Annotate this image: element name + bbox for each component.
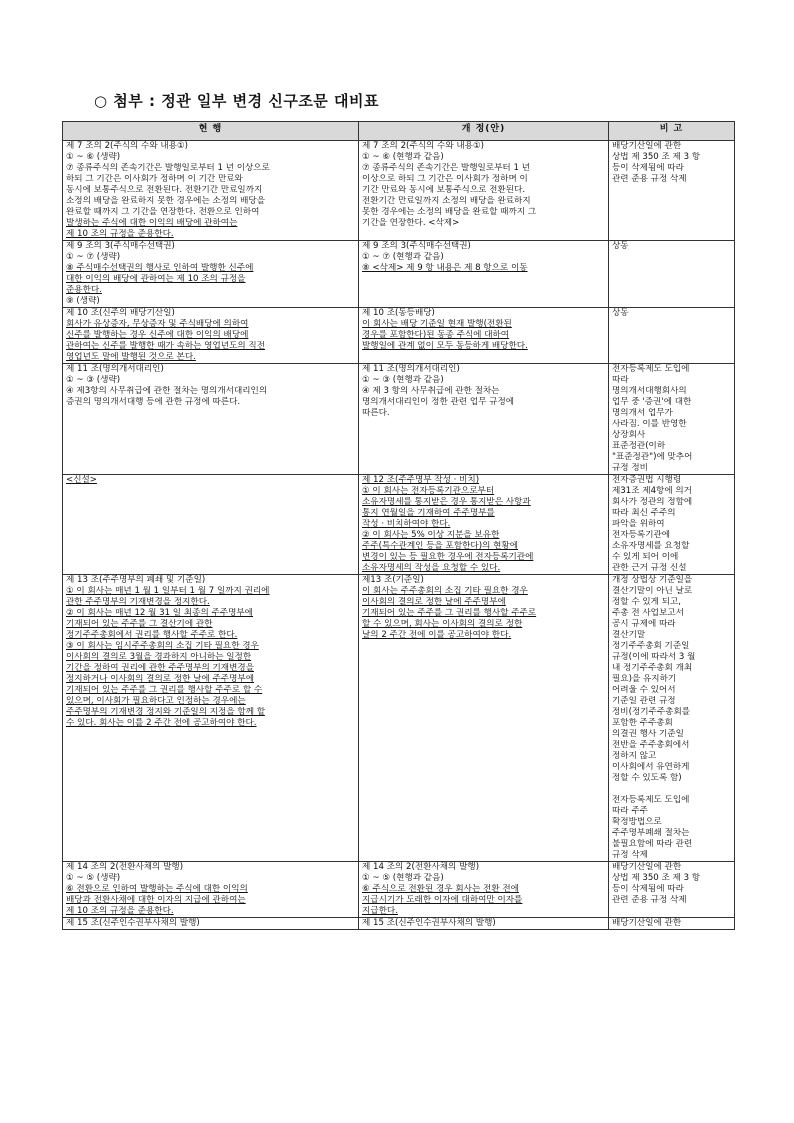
note-cell-line: 관련 준용 규정 삭제	[612, 895, 687, 905]
current-cell-line: 주주명부의 기재변경 정지와 기준일의 지정을 함께 할	[66, 707, 266, 717]
note-cell-line: 개정 상법상 기준일을	[612, 575, 693, 585]
proposed-cell-line: 통지 연월일을 기재하여 주주명부를	[362, 508, 495, 518]
note-cell-line: 이사회에서 유연하게	[612, 762, 690, 772]
note-cell-line: 업무 중 '증권'에 대한	[612, 397, 692, 407]
note-cell-line: 불필요함에 따라 관련	[612, 839, 693, 849]
table-row	[63, 308, 735, 364]
note-cell-line: 사라짐. 이를 반영한	[612, 419, 687, 429]
note-cell	[609, 141, 735, 241]
current-cell	[63, 241, 359, 308]
proposed-cell	[359, 364, 609, 475]
proposed-cell-line: 못한 경우에는 소정의 배당을 완료할 때까지 그	[362, 207, 537, 217]
current-cell-line: 제 13 조(주주명부의 폐쇄 및 기준일)	[66, 575, 206, 585]
proposed-cell-line: 명의개서대리인이 정한 관련 업무 규정에	[362, 397, 515, 407]
current-cell-line: ① ~ ③ (생략)	[66, 375, 121, 385]
note-cell-line: 상법 제 350 조 제 3 항	[612, 873, 701, 883]
current-cell-line: 제 14 조의 2(전환사채의 발행)	[66, 862, 184, 872]
note-cell-line: 수 있게 되어 이에	[612, 552, 679, 562]
proposed-cell-line: 이 회사는 배당 기준일 현재 발행(전환된	[362, 319, 512, 329]
note-cell-line: 내 정기주주총회 개최	[612, 663, 693, 673]
current-cell	[63, 308, 359, 364]
note-cell-line: 전자등록제도 도입에	[612, 364, 690, 374]
current-cell-line: 동시에 보통주식으로 전환된다. 전환기간 만료일까지	[66, 185, 263, 195]
table-row	[63, 475, 735, 575]
current-cell-line: 수 있다. 회사는 이를 2 주간 전에 공고하여야 한다.	[66, 718, 257, 728]
note-cell-line: 결산기말이 아닌 날로	[612, 586, 693, 596]
proposed-cell-line: 주주(특수관계인 등을 포함한다)의 현황에	[362, 541, 519, 551]
header-note: 비 고	[609, 122, 735, 141]
current-cell-line: 발생하는 주식에 대한 이익의 배당에 관하여는	[66, 218, 238, 228]
current-cell-line: ① 이 회사는 매년 1 월 1 일부터 1 월 7 일까지 권리에	[66, 586, 270, 596]
current-cell-line: 관하여는 신주를 발행한 때가 속하는 영업년도의 직전	[66, 341, 266, 351]
current-cell-line: 제 9 조의 3(주식매수선택권)	[66, 241, 175, 251]
proposed-cell-line: 기간을 연장한다. <삭제>	[362, 218, 460, 228]
table-row	[63, 241, 735, 308]
note-cell-line: 규정(이에 따라서 3 월	[612, 652, 696, 662]
proposed-cell-line: 따른다.	[362, 408, 390, 418]
note-cell-line: 명의개서대행회사의	[612, 386, 687, 396]
table-row	[63, 141, 735, 241]
proposed-cell-line: 기재되어 있는 주주를 그 권리를 행사할 주주로	[362, 608, 537, 618]
note-cell-line: 공시 규제에 따라	[612, 619, 676, 629]
proposed-cell-line: 제 14 조의 2(전환사채의 발행)	[362, 862, 480, 872]
proposed-cell-line: 소유자명세를 통지받은 경우 통지받은 사항과	[362, 497, 531, 507]
proposed-cell-line: ⑧ <삭제> 제 9 항 내용은 제 8 항으로 이동	[362, 263, 528, 273]
current-cell-line: ⑨ (생략)	[66, 296, 100, 306]
current-cell-line: 신주를 발행하는 경우 신주에 대한 이익의 배당에	[66, 330, 249, 340]
current-cell-line: 이사회의 결의로 3월을 경과하지 아니하는 일정한	[66, 652, 252, 662]
current-cell	[63, 475, 359, 575]
current-cell-line: 정지하거나 이사회의 결의로 정한 날에 주주명부에	[66, 674, 254, 684]
proposed-cell-line: ① ~ ③ (현행과 같음)	[362, 375, 444, 385]
note-cell-line: 따라 최신 주주의	[612, 508, 676, 518]
proposed-cell-line: 제 9 조의 3(주식매수선택권)	[362, 241, 471, 251]
current-cell-line: 기재되어 있는 주주를 그 결산기에 관한	[66, 619, 213, 629]
proposed-cell-line: 경우를 포함한다)된 동종 주식에 대하여	[362, 330, 510, 340]
current-cell	[63, 575, 359, 862]
note-cell-line: 관한 근거 규정 신설	[612, 563, 687, 573]
current-cell-line: ② 이 회사는 매년 12 월 31 일 최종의 주주명부에	[66, 608, 253, 618]
note-cell-line	[612, 784, 732, 795]
current-cell-line: 제 10 조(신주의 배당기산일)	[66, 308, 175, 318]
proposed-cell-line: ① ~ ⑤ (현행과 같음)	[362, 873, 444, 883]
note-cell-line: 관련 준용 규정 삭제	[612, 174, 687, 184]
proposed-cell-line: 제 7 조의 2(주식의 수와 내용①)	[362, 141, 485, 151]
note-cell-line: 회사가 정관의 정함에	[612, 497, 693, 507]
current-cell-line: 제 15 조(신주인수권부사채의 발행)	[66, 918, 200, 928]
note-cell-line: 파악을 위하여	[612, 519, 665, 529]
proposed-cell-line: ① 이 회사는 전자등록기관으로부터	[362, 486, 495, 496]
proposed-cell-line: 지급한다.	[362, 906, 398, 916]
current-cell-line: 증권의 명의개서대행 등에 관한 규정에 따른다.	[66, 397, 241, 407]
current-cell-line: ⑧ 주식매수선택권의 행사로 인하여 발행한 신주에	[66, 263, 254, 273]
proposed-cell-line: ② 이 회사는 5% 이상 지분을 보유한	[362, 530, 500, 540]
current-cell-line: 제 11 조(명의개서대리인)	[66, 364, 164, 374]
proposed-cell-line: 할 수 있으며, 회사는 이사회의 결의로 정한	[362, 619, 523, 629]
note-cell-line: 등이 삭제됨에 따라	[612, 163, 684, 173]
current-cell-line: 있으며, 이사회가 필요하다고 인정하는 경우에는	[66, 696, 246, 706]
note-cell-line: 전자등록기관에	[612, 530, 671, 540]
note-cell-line: 필요)을 유지하기	[612, 674, 677, 684]
note-cell-line: 포함한 주주총회	[612, 718, 673, 728]
header-proposed: 개 정(안)	[359, 122, 609, 141]
proposed-cell-line: 지급시기가 도래한 이자에 대하여만 이자를	[362, 895, 523, 905]
current-cell-line: ③ 이 회사는 임시주주총회의 소집 기타 필요한 경우	[66, 641, 259, 651]
proposed-cell-line: ④ 제 3 항의 사무취급에 관한 절차는	[362, 386, 500, 396]
note-cell-line: 상동	[612, 241, 629, 251]
table-row	[63, 575, 735, 862]
proposed-cell-line: 이 회사는 주주총회의 소집 기타 필요한 경우	[362, 586, 528, 596]
note-cell-line: 제31조 제4항에 의거	[612, 486, 692, 496]
note-cell-line: 배당기산일에 관한	[612, 862, 682, 872]
note-cell-line: 주총 전 사업보고서	[612, 608, 684, 618]
proposed-cell-line: 이상으로 하되 그 기간은 이사회가 정하며 이	[362, 174, 528, 184]
table-row	[63, 862, 735, 918]
proposed-cell-line: ⑦ 종류주식의 존속기간은 발행일로부터 1 년	[362, 163, 530, 173]
note-cell-line: 전반을 주주총회에서	[612, 740, 690, 750]
note-cell-line: 따라 주주	[612, 806, 648, 816]
current-cell-line: ④ 제3항의 사무취급에 관한 절차는 명의개서대리인의	[66, 386, 268, 396]
note-cell-line: 상장회사	[612, 430, 646, 440]
table-header-row	[63, 122, 735, 141]
proposed-cell-line: 기간 만료와 동시에 보통주식으로 전환된다.	[362, 185, 526, 195]
proposed-cell-line: ⑥ 주식으로 전환된 경우 회사는 전환 전에	[362, 884, 519, 894]
proposed-cell-line: 제 11 조(명의개서대리인)	[362, 364, 460, 374]
proposed-cell-line: 작성 · 비치하여야 한다.	[362, 519, 451, 529]
proposed-cell-line: 전환기간 만료일까지 소정의 배당을 완료하지	[362, 196, 531, 206]
proposed-cell-line: 제 10 조(동등배당)	[362, 308, 435, 318]
current-cell-line: 제 7 조의 2(주식의 수와 내용①)	[66, 141, 189, 151]
proposed-cell	[359, 862, 609, 918]
proposed-cell-line: 변경이 있는 등 필요한 경우에 전자등록기관에	[362, 552, 534, 562]
note-cell-line: 상동	[612, 308, 629, 318]
proposed-cell-line: 발행일에 관계 없이 모두 동등하게 배당한다.	[362, 341, 528, 351]
proposed-cell-line: 제 12 조(주주명부 작성 · 비치)	[362, 475, 480, 485]
note-cell-line: "표준정관")에 맞추어	[612, 452, 693, 462]
current-cell-line: 영업년도 말에 발행된 것으로 본다.	[66, 352, 196, 362]
proposed-cell	[359, 475, 609, 575]
proposed-cell-line: 소유자명세의 작성을 요청할 수 있다.	[362, 563, 501, 573]
proposed-cell-line: ① ~ ⑦ (현행과 같음)	[362, 252, 444, 262]
current-cell-line: <신설>	[66, 475, 98, 485]
note-cell	[609, 475, 735, 575]
current-cell-line: ① ~ ⑥ (생략)	[66, 152, 121, 162]
proposed-cell	[359, 141, 609, 241]
current-cell-line: 기재되어 있는 주주를 그 권리를 행사할 주주로 할 수	[66, 685, 263, 695]
note-cell-line: 명의개서 업무가	[612, 408, 673, 418]
note-cell	[609, 862, 735, 918]
note-cell-line: 정할 수 있도록 함)	[612, 773, 682, 783]
current-cell-line: 하되 그 기간은 이사회가 정하며 이 기간 만료와	[66, 174, 243, 184]
current-cell-line: 대한 이익의 배당에 관하여는 제 10 조의 규정을	[66, 274, 246, 284]
header-current: 현 행	[63, 122, 359, 141]
current-cell-line: 관한 주주명부의 기재변경을 정지한다.	[66, 597, 210, 607]
current-cell-line: 제 10 조의 규정을 준용한다.	[66, 229, 174, 239]
current-cell-line: 회사가 유상증자, 무상증자 및 주식배당에 의하여	[66, 319, 249, 329]
note-cell-line: 상법 제 350 조 제 3 항	[612, 152, 701, 162]
note-cell-line: 기준일 관련 규정	[612, 696, 676, 706]
current-cell	[63, 141, 359, 241]
note-cell	[609, 575, 735, 862]
page-title: ○ 첨부 : 정관 일부 변경 신구조문 대비표	[94, 92, 379, 110]
note-cell	[609, 241, 735, 308]
current-cell-line: 기간을 정하여 권리에 관한 주주명부의 기재변경을	[66, 663, 254, 673]
proposed-cell-line: ① ~ ⑥ (현행과 같음)	[362, 152, 444, 162]
current-cell-line: 완료할 때까지 그 기간을 연장한다. 전환으로 인하여	[66, 207, 260, 217]
table-row	[63, 364, 735, 475]
current-cell-line: ⑥ 전환으로 인하여 발행하는 주식에 대한 이익의	[66, 884, 248, 894]
note-cell-line: 주주명부폐쇄 절차는	[612, 828, 690, 838]
note-cell-line: 확정방법으로	[612, 817, 662, 827]
note-cell-line: 결산기말	[612, 630, 646, 640]
proposed-cell-line: 이사회의 결의로 정한 날에 주주명부에	[362, 597, 506, 607]
note-cell	[609, 918, 735, 930]
current-cell-line: 준용한다.	[66, 285, 102, 295]
proposed-cell	[359, 241, 609, 308]
note-cell-line: 전자등록제도 도입에	[612, 795, 690, 805]
current-cell-line: 소정의 배당을 완료하지 못한 경우에는 소정의 배당을	[66, 196, 266, 206]
current-cell-line: 배당과 전환사채에 대한 이자의 지급에 관하여는	[66, 895, 246, 905]
note-cell-line: 배당기산일에 관한	[612, 141, 682, 151]
proposed-cell	[359, 308, 609, 364]
proposed-cell-line: 제13 조(기준일)	[362, 575, 424, 585]
note-cell-line: 배당기산일에 관한	[612, 918, 682, 928]
current-cell-line: ⑦ 종류주식의 존속기간은 발행일로부터 1 년 이상으로	[66, 163, 270, 173]
current-cell	[63, 862, 359, 918]
note-cell	[609, 364, 735, 475]
note-cell-line: 규정 정비	[612, 463, 648, 473]
current-cell-line: ① ~ ⑦ (생략)	[66, 252, 121, 262]
current-cell-line: 정기주주총회에서 권리를 행사할 주주로 한다.	[66, 630, 238, 640]
table-row	[63, 918, 735, 930]
note-cell-line: 따라	[612, 375, 629, 385]
note-cell	[609, 308, 735, 364]
note-cell-line: 등이 삭제됨에 따라	[612, 884, 684, 894]
proposed-cell-line: 제 15 조(신주인수권부사채의 발행)	[362, 918, 496, 928]
current-cell-line: 제 10 조의 규정을 준용한다.	[66, 906, 174, 916]
note-cell-line: 정기주주총회 기준일	[612, 641, 690, 651]
proposed-cell	[359, 575, 609, 862]
proposed-cell-line: 날의 2 주간 전에 이를 공고하여야 한다.	[362, 630, 512, 640]
note-cell-line: 전자증권법 시행령	[612, 475, 682, 485]
note-cell-line: 정비(정기주주총회를	[612, 707, 691, 717]
current-cell-line: ① ~ ⑤ (생략)	[66, 873, 121, 883]
note-cell-line: 규정 삭제	[612, 850, 648, 860]
note-cell-line: 의결권 행사 기준일	[612, 729, 684, 739]
note-cell-line: 표준정관(이하	[612, 441, 666, 451]
note-cell-line: 정하지 않고	[612, 751, 657, 761]
comparison-table	[62, 121, 735, 930]
note-cell-line: 정할 수 있게 되고,	[612, 597, 682, 607]
proposed-cell	[359, 918, 609, 930]
note-cell-line: 어려울 수 있어서	[612, 685, 676, 695]
current-cell	[63, 918, 359, 930]
note-cell-line: 소유자명세를 요청할	[612, 541, 690, 551]
current-cell	[63, 364, 359, 475]
